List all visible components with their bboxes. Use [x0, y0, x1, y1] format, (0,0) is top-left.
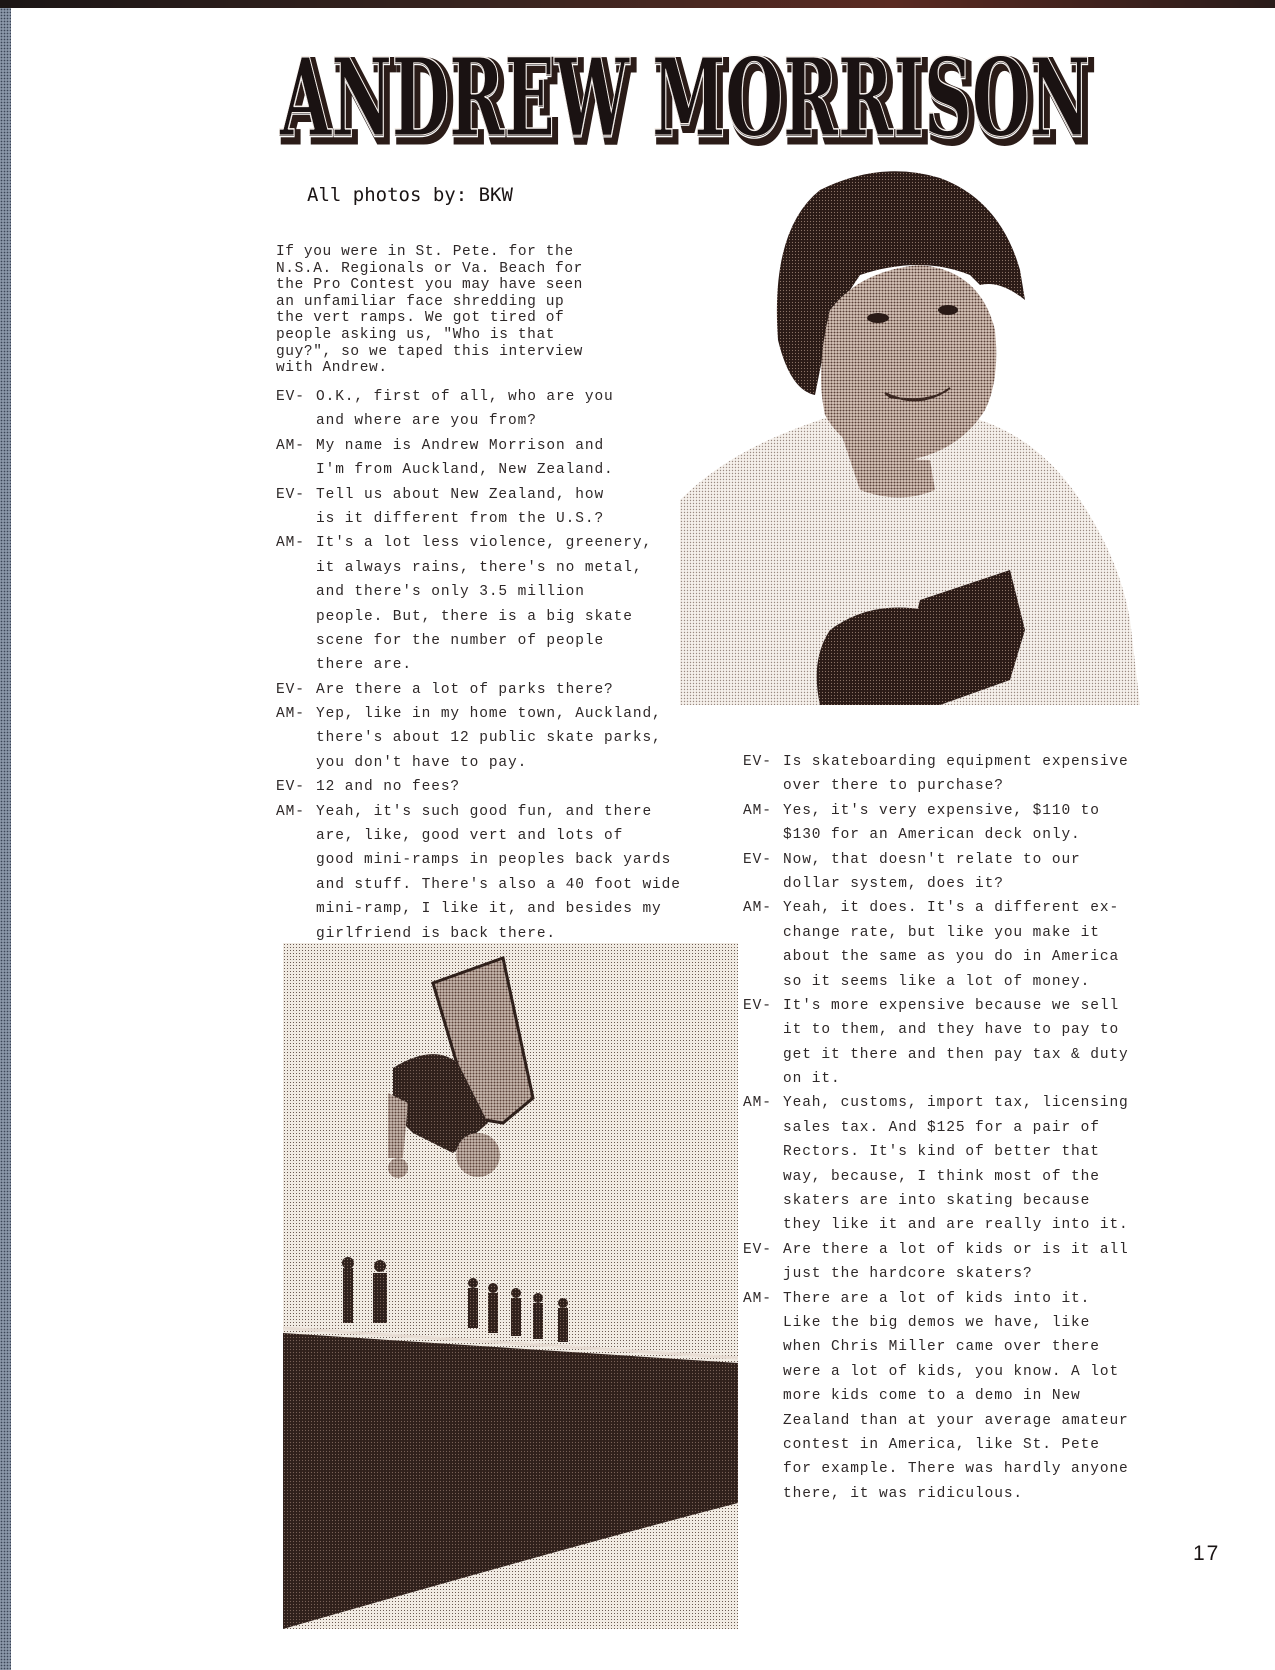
intro-paragraph: If you were in St. Pete. for the N.S.A. Regionals or Va. Beach for the Pro Contest you may have seen an unfamiliar face shredding up the vert ramps. We got tired of people asking us, "Who is that guy?", so we taped this interview with Andrew.	[276, 244, 583, 377]
interview-text: way, because, I think most of the	[783, 1168, 1100, 1185]
speaker-label: EV-	[276, 681, 305, 698]
interview-text: 12 and no fees?	[316, 779, 461, 796]
interview-text: more kids come to a demo in New	[783, 1388, 1081, 1405]
interview-text: I'm from Auckland, New Zealand.	[316, 462, 614, 479]
interview-column-left	[276, 385, 681, 946]
speaker-label: EV-	[743, 851, 772, 868]
interview-line	[276, 409, 681, 433]
interview-column-right	[743, 750, 1129, 1506]
interview-line	[276, 751, 681, 775]
interview-line	[743, 1457, 1129, 1481]
interview-line	[743, 970, 1129, 994]
interview-text: mini-ramp, I like it, and besides my	[316, 901, 662, 918]
interview-line	[743, 1262, 1129, 1286]
title-inline: ANDREW MORRISON	[279, 48, 1090, 148]
speaker-label: EV-	[276, 486, 305, 503]
interview-text: It's a lot less violence, greenery,	[316, 535, 653, 552]
interview-text: Zealand than at your average amateur	[783, 1412, 1129, 1429]
interview-text: get it there and then pay tax & duty	[783, 1046, 1129, 1063]
interview-text: there are.	[316, 657, 413, 674]
photo-credit: All photos by: BKW	[307, 184, 513, 206]
interview-line	[276, 848, 681, 872]
interview-text: it always rains, there's no metal,	[316, 559, 643, 576]
left-eye	[867, 313, 889, 323]
interview-line	[743, 1213, 1129, 1237]
page-number: 17	[1193, 1542, 1221, 1565]
interview-text: skaters are into skating because	[783, 1193, 1091, 1210]
interview-text: about the same as you do in America	[783, 949, 1120, 966]
interview-text: over there to purchase?	[783, 778, 1004, 795]
interview-text: Rectors. It's kind of better that	[783, 1144, 1100, 1161]
interview-line-start	[276, 702, 681, 726]
speaker-label: AM-	[276, 437, 305, 454]
interview-text: girlfriend is back there.	[316, 925, 557, 942]
interview-text: and there's only 3.5 million	[316, 584, 585, 601]
interview-text: contest in America, like St. Pete	[783, 1436, 1100, 1453]
interview-line	[743, 1360, 1129, 1384]
interview-text: $130 for an American deck only.	[783, 827, 1081, 844]
interview-text: It's more expensive because we sell	[783, 997, 1120, 1014]
interview-line	[743, 1067, 1129, 1091]
interview-line	[743, 1165, 1129, 1189]
interview-line	[743, 1482, 1129, 1506]
title-text: ANDREW MORRISON	[279, 48, 1090, 148]
interview-line-start	[276, 800, 681, 824]
interview-line-start	[743, 1238, 1129, 1262]
interview-text: Is skateboarding equipment expensive	[783, 754, 1129, 770]
speaker-label: EV-	[743, 1241, 772, 1258]
interview-text: Like the big demos we have, like	[783, 1314, 1091, 1331]
interview-text: were a lot of kids, you know. A lot	[783, 1363, 1120, 1380]
speaker-label: AM-	[743, 1290, 772, 1307]
interview-line	[743, 774, 1129, 798]
interview-text: for example. There was hardly anyone	[783, 1461, 1129, 1478]
interview-text: and stuff. There's also a 40 foot wide	[316, 876, 681, 893]
interview-text: you don't have to pay.	[316, 754, 528, 771]
interview-line-start	[743, 848, 1129, 872]
interview-text: just the hardcore skaters?	[783, 1266, 1033, 1283]
interview-line	[743, 1018, 1129, 1042]
interview-text: and where are you from?	[316, 413, 537, 430]
interview-line	[276, 824, 681, 848]
interview-text: dollar system, does it?	[783, 875, 1004, 892]
binding-spine	[0, 8, 11, 1670]
right-eye	[938, 305, 958, 315]
interview-text: people. But, there is a big skate	[316, 608, 633, 625]
interview-line	[276, 653, 681, 677]
interview-line	[276, 629, 681, 653]
interview-text: change rate, but like you make it	[783, 924, 1100, 941]
interview-line-start	[743, 1287, 1129, 1311]
speaker-label: EV-	[276, 389, 305, 405]
interview-text: they like it and are really into it.	[783, 1217, 1129, 1234]
title-lettering	[270, 48, 1100, 148]
interview-line	[743, 945, 1129, 969]
speaker-label: AM-	[743, 1095, 772, 1112]
interview-text: there's about 12 public skate parks,	[316, 730, 662, 747]
interview-line-start	[743, 896, 1129, 920]
interview-line	[743, 1384, 1129, 1408]
interview-text: it to them, and they have to pay to	[783, 1022, 1120, 1039]
skateboard-air-photo	[283, 943, 738, 1629]
interview-line	[276, 897, 681, 921]
interview-line	[276, 726, 681, 750]
interview-text: Yeah, customs, import tax, licensing	[783, 1095, 1129, 1112]
portrait-illustration	[680, 160, 1140, 750]
interview-line-start	[276, 483, 681, 507]
speaker-label: AM-	[743, 900, 772, 917]
interview-text: Are there a lot of kids or is it all	[783, 1241, 1129, 1258]
interview-line-start	[276, 775, 681, 799]
interview-line-start	[743, 994, 1129, 1018]
interview-text: Now, that doesn't relate to our	[783, 851, 1081, 868]
interview-line-start	[276, 678, 681, 702]
skater-arm	[388, 1093, 408, 1158]
skater-helmet	[456, 1133, 500, 1177]
interview-text: there, it was ridiculous.	[783, 1485, 1024, 1502]
skater-hand	[388, 1158, 408, 1178]
interview-line-start	[743, 1091, 1129, 1115]
interview-text: Yes, it's very expensive, $110 to	[783, 802, 1100, 819]
interview-line	[743, 1409, 1129, 1433]
interview-text: is it different from the U.S.?	[316, 510, 605, 527]
interview-text: Are there a lot of parks there?	[316, 681, 614, 698]
interview-text: Yeah, it does. It's a different ex-	[783, 900, 1120, 917]
speaker-label: AM-	[743, 802, 772, 819]
interview-text: There are a lot of kids into it.	[783, 1290, 1091, 1307]
interview-text: My name is Andrew Morrison and	[316, 437, 605, 454]
interview-line	[743, 1043, 1129, 1067]
interview-line-start	[276, 434, 681, 458]
interview-line	[743, 1116, 1129, 1140]
speaker-label: AM-	[276, 535, 305, 552]
interview-line	[276, 873, 681, 897]
interview-text: sales tax. And $125 for a pair of	[783, 1119, 1100, 1136]
interview-text: so it seems like a lot of money.	[783, 973, 1091, 990]
interview-line	[743, 1311, 1129, 1335]
interview-text: Tell us about New Zealand, how	[316, 486, 605, 503]
interview-text: when Chris Miller came over there	[783, 1339, 1100, 1356]
interview-text: good mini-ramps in peoples back yards	[316, 852, 672, 869]
interview-text: on it.	[783, 1071, 841, 1088]
interview-text: Yeah, it's such good fun, and there	[316, 803, 653, 820]
scan-top-edge	[0, 0, 1275, 8]
interview-line-start	[276, 385, 681, 409]
article-title	[270, 48, 1100, 148]
speaker-label: AM-	[276, 706, 305, 723]
interview-line	[276, 458, 681, 482]
interview-line-start	[276, 531, 681, 555]
interview-line	[743, 1433, 1129, 1457]
interview-line	[743, 1335, 1129, 1359]
interview-line	[743, 1189, 1129, 1213]
speaker-label: EV-	[743, 997, 772, 1014]
interview-line-start	[743, 799, 1129, 823]
interview-text: are, like, good vert and lots of	[316, 828, 624, 845]
ramp-shape	[283, 1333, 738, 1629]
title-shadow: ANDREW MORRISON	[283, 48, 1094, 148]
interview-line	[743, 872, 1129, 896]
interview-line	[276, 580, 681, 604]
interview-text: Yep, like in my home town, Auckland,	[316, 706, 662, 723]
action-illustration	[283, 943, 738, 1629]
spectators	[342, 1257, 568, 1342]
portrait-photo	[680, 160, 1140, 750]
interview-text: scene for the number of people	[316, 632, 605, 649]
interview-line	[743, 823, 1129, 847]
speaker-label: AM-	[276, 803, 305, 820]
interview-line	[276, 605, 681, 629]
interview-line	[276, 556, 681, 580]
interview-line	[276, 507, 681, 531]
interview-line	[743, 921, 1129, 945]
speaker-label: EV-	[276, 779, 305, 796]
interview-text: O.K., first of all, who are you	[316, 389, 614, 405]
interview-line	[743, 1140, 1129, 1164]
interview-line-start	[743, 750, 1129, 774]
speaker-label: EV-	[743, 754, 772, 770]
